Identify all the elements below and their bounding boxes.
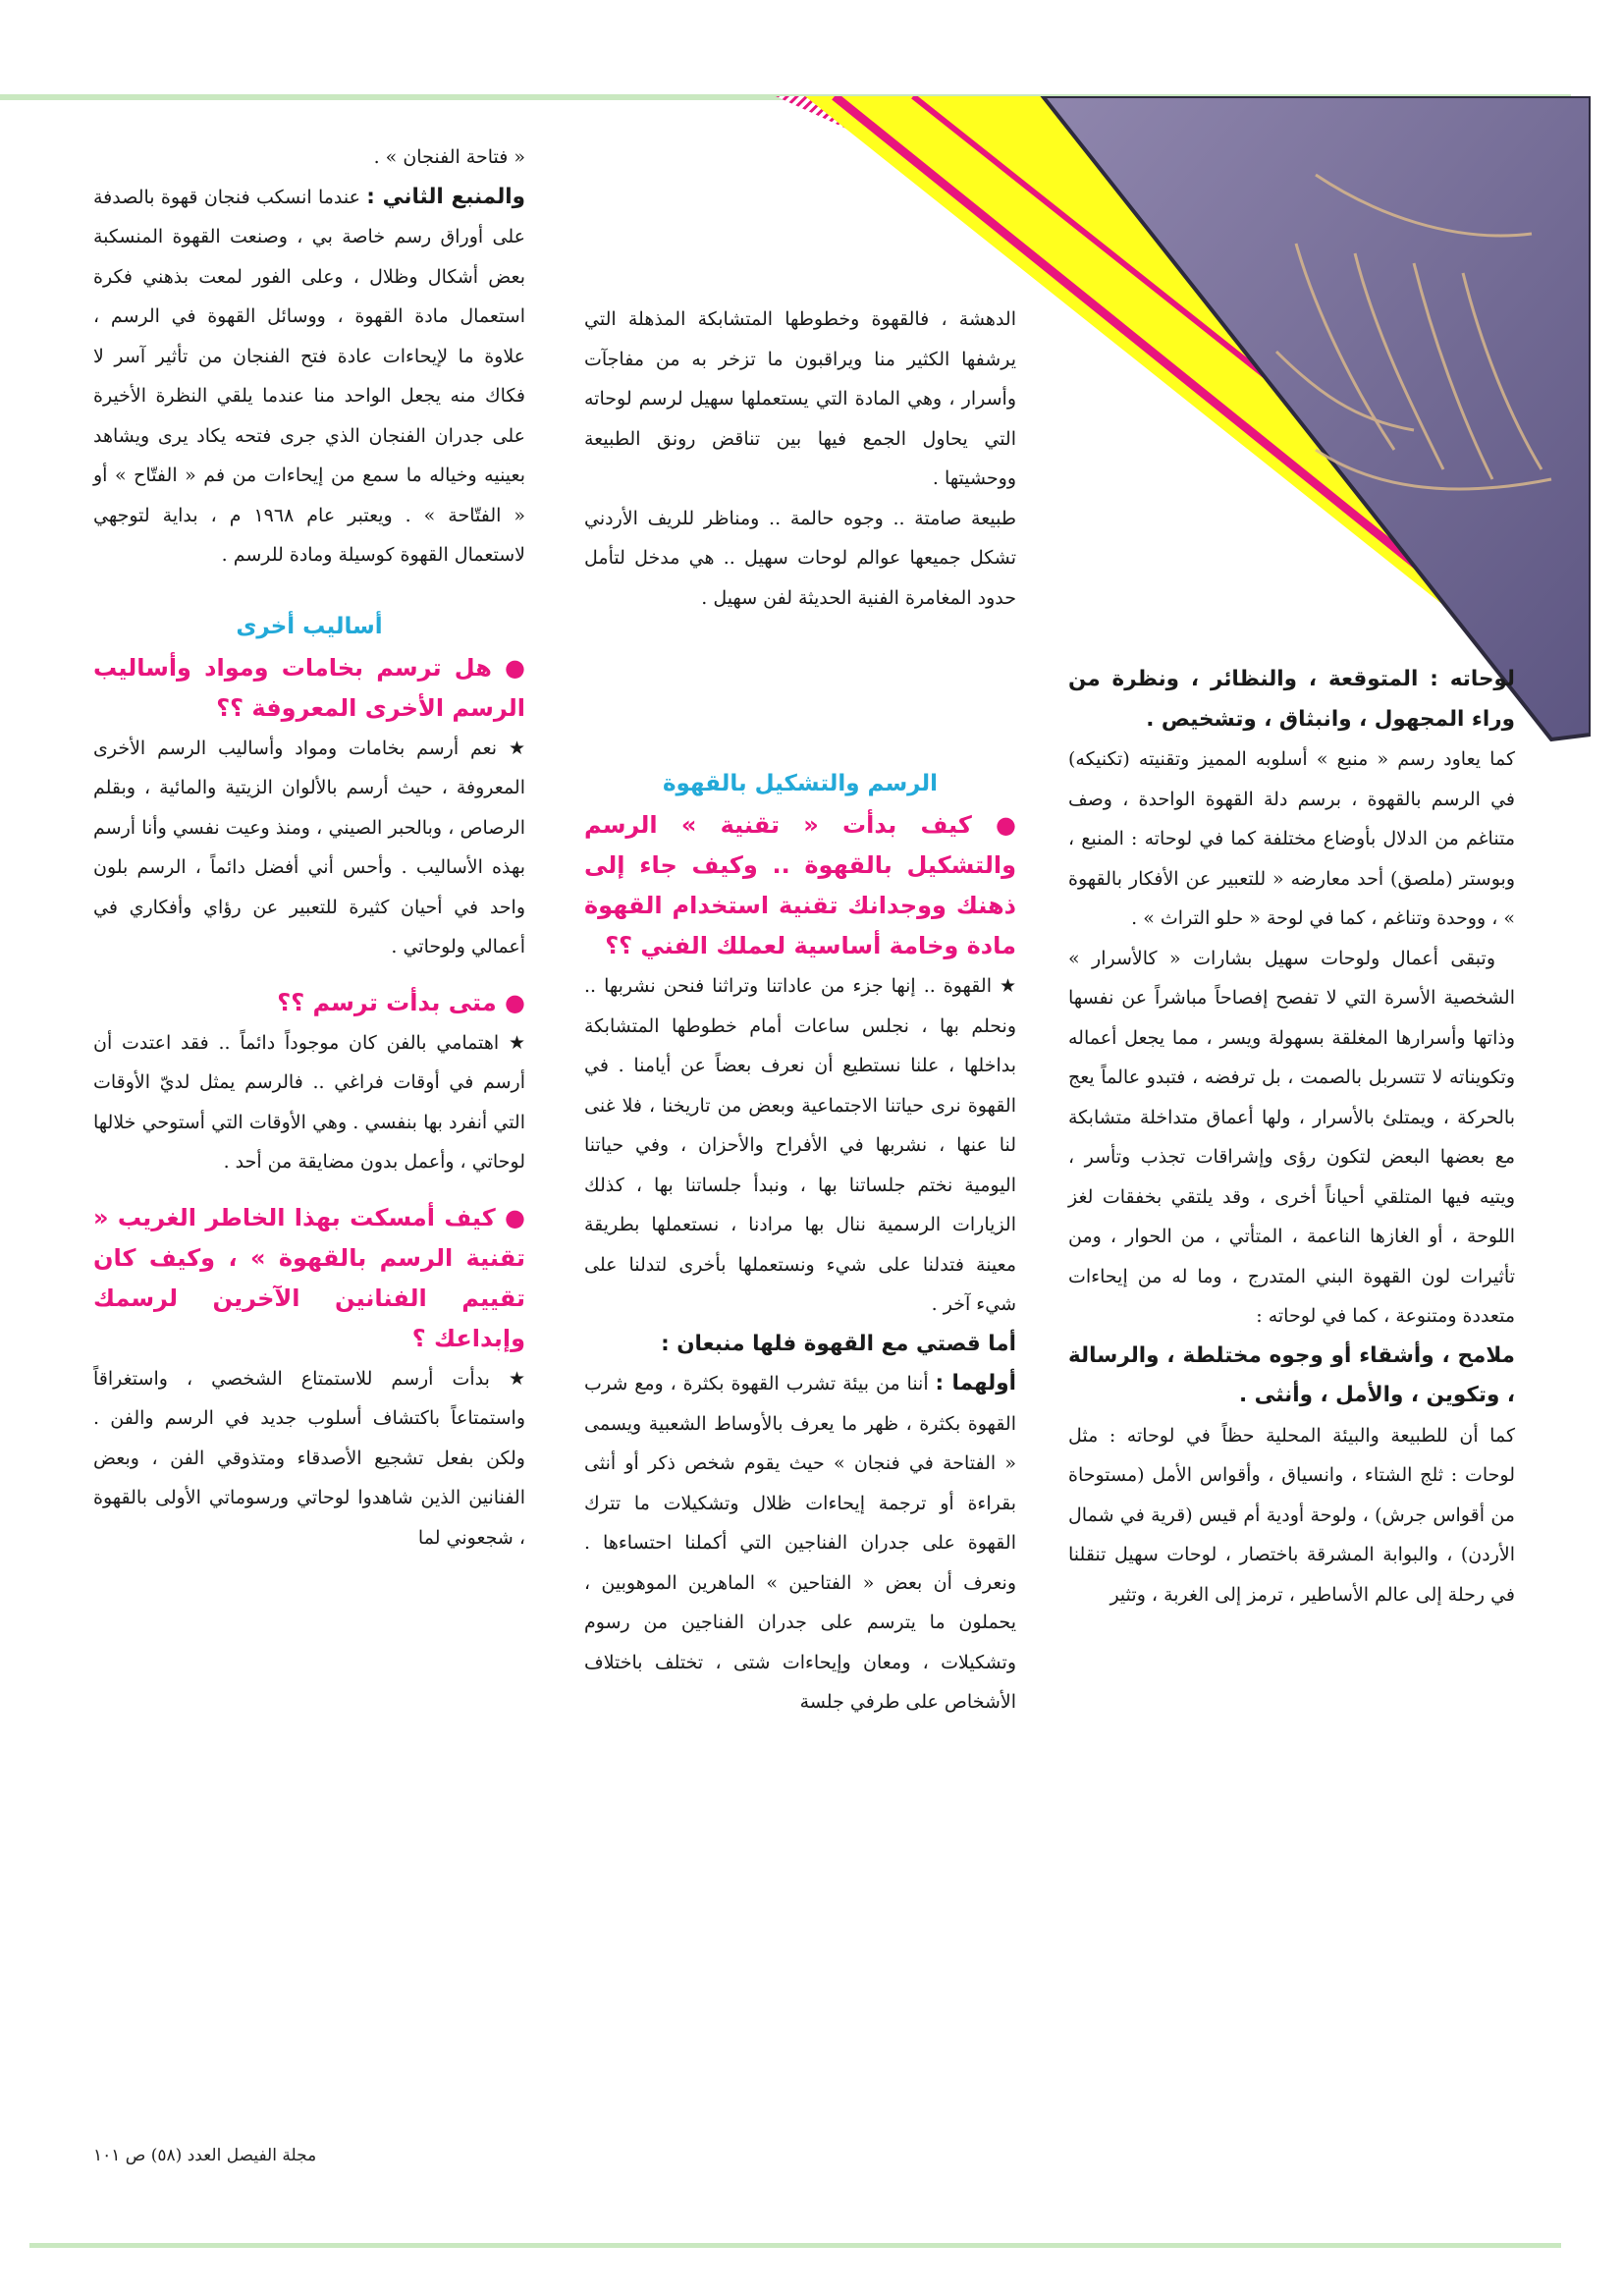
page-footer-credit: مجلة الفيصل العدد (٥٨) ص ١٠١ [93,2146,317,2165]
interview-question: ● متى بدأت ترسم ؟؟ [277,988,525,1016]
interview-answer: ★ بدأت أرسم للاستمتاع الشخصي ، واستغراقاً واستمتاعاً باكتشاف أسلوب جديد في الرسم والفن . ولكن بفعل تشجيع الأصدقاء ومتذوقي الفن ، وبعض الفنانين الذين شاهدوا لوحاتي ورسوماتي الأولى بالقهوة ، شجعوني لما [93,1367,525,1549]
middle-column [584,762,1016,1722]
paragraph [93,178,525,575]
interview-answer: ★ نعم أرسم بخامات ومواد وأساليب الرسم الأخرى المعروفة ، حيث أرسم بالألوان الزيتية والمائية ، وبقلم الرصاص ، وبالحبر الصيني ، ومنذ وعيت نفسي وأنا أرسم بهذه الأساليب . وأحس أني أفضل دائماً ، الرسم بلون واحد في أحيان كثيرة للتعبير عن رؤاي وأفكاري في أعمالي ولوحاتي . [93,737,525,957]
paragraph: كما أن للطبيعة والبيئة المحلية حظاً في لوحاته : مثل لوحات : ثلج الشتاء ، وانسياق ، وأقواس الأمل (مستوحاة من أقواس جرش) ، ولوحة أودية أم قيس (قرية في شمال الأردن) ، والبوابة المشرقة باختصار ، لوحات سهيل تنقلنا في رحلة إلى عالم الأساطير ، ترمز إلى الغربة ، وتثير [1068,1424,1515,1606]
paragraph [584,1364,1016,1722]
interview-question: ● كيف أمسكت بهذا الخاطر الغريب « تقنية الرسم بالقهوة » ، وكيف كان تقييم الفنانين الآخرين لرسمك وإبداعك ؟ [93,1203,525,1352]
section-title: أساليب أخرى [236,613,383,639]
left-column [93,137,525,1558]
inline-label: والمنبع الثاني : [366,184,525,209]
interview-answer: ★ اهتمامي بالفن كان موجوداً دائماً .. فقد اعتدت أن أرسم في أوقات فراغي .. فالرسم يمثل لديّ الأوقات التي أنفرد بها بنفسي . وهي الأوقات التي أستوحي خلالها لوحاتي ، وأعمل بدون مضايقة من أحد . [93,1031,525,1173]
spacer [93,575,525,605]
inline-label: أولهما : [935,1371,1016,1395]
spacer [93,967,525,983]
paragraph: كما يعاود رسم « منبع » أسلوبه المميز وتقنيته (تكنيكه) في الرسم بالقهوة ، برسم دلة القهوة الواحدة ، وصف متناغم من الدلال بأوضاع مختلفة كما في لوحاته : المنبع ، وبوستر (ملصق) أحد معارضه « للتعبير عن الأفكار بالقهوة » ، ووحدة وتناغم ، كما في لوحة « حلو التراث » . [1068,748,1515,929]
paragraph: وتبقى أعمال ولوحات سهيل بشارات « كالأسرار » الشخصية الأسرة التي لا تفصح إفصاحاً مباشراً عن نفسها وذاتها وأسرارها المغلقة بسهولة ويسر ، مما يجعل أعماله وتكويناته لا تتسربل بالصمت ، بل ترفضه ، فتبدو عالماً يعج بالحركة ، ويمتلئ بالأسرار ، ولها أعماق متداخلة متشابكة مع بعضها البعض لتكون رؤى وإشراقات تجذب وتأسر ، ويتيه فيها المتلقي أحياناً أخرى ، وقد يلتقي بخفقات لغز اللوحة ، أو الغازها الناعمة ، المتأتي ، من الحوار ، ومن تأثيرات لون القهوة البني المتدرج ، وما له من إيحاءات متعددة ومتنوعة ، كما في لوحاته : [1068,947,1515,1327]
middle-column-top [584,300,1016,618]
bottom-scan-edge [29,2243,1561,2248]
interview-question: ● كيف بدأت « تقنية » الرسم والتشكيل بالقهوة .. وكيف جاء إلى ذهنك ووجدانك تقنية استخدام القهوة مادة وخامة أساسية لعملك الفني ؟؟ [584,811,1016,959]
section-title: الرسم والتشكيل بالقهوة [662,771,939,796]
paragraph: « فتاحة الفنجان » . [373,146,525,168]
interview-answer: ★ القهوة .. إنها جزء من عاداتنا وتراثنا فنحن نشربها .. ونحلم بها ، نجلس ساعات أمام خطوطها المتشابكة بداخلها ، علنا نستطيع أن نعرف بعضاً عن أيامنا . في القهوة نرى حياتنا الاجتماعية وبعض من تاريخنا ، فلا غنى لنا عنها ، نشربها في الأفراح والأحزان ، وفي حياتنا اليومية نختم جلساتنا بها ، ونبدأ جلساتنا بها ، كذلك الزيارات الرسمية ننال بها مرادنا ، نستعملها بطريقة معينة فتدلنا على شيء ونستعملها بأخرى لتدلنا على شيء آخر . [584,975,1016,1315]
spacer [93,1182,525,1198]
painting-names-lead: لوحاته : المتوقعة ، والنظائر ، ونظرة من وراء المجهول ، وانبثاق ، وتشخيص . [1068,667,1515,732]
paragraph: طبيعة صامتة .. وجوه حالمة .. ومناظر للريف الأردني تشكل جميعها عوالم لوحات سهيل .. هي مدخل لتأمل حدود المغامرة الفنية الحديثة لفن سهيل . [584,507,1016,609]
painting-names-list: ملامح ، وأشقاء أو وجوه مختلطة ، والرسالة ، وتكوين ، والأمل ، وأنثى . [1068,1342,1515,1407]
subheading: أما قصتي مع القهوة فلها منبعان : [661,1331,1016,1356]
painting-canvas [1043,96,1591,739]
right-column [1068,660,1515,1614]
paragraph-text: عندما انسكب فنجان قهوة بالصدفة على أوراق رسم خاصة بي ، وصنعت القهوة المنسكبة بعض أشكال وظلال ، وعلى الفور لمعت بذهني فكرة استعمال مادة القهوة ، ووسائل القهوة في الرسم ، علاوة ما لإيحاءات عادة فتح الفنجان من تأثير آسر لا فكاك منه يجعل الواحد منا عندما يلقي النظرة الأخيرة على جدران الفنجان الذي جرى فتحه يكاد يرى ويشاهد بعينيه وخياله ما سمع من إيحاءات من فم « الفتّاح » أو « الفتّاحة » . ويعتبر عام ١٩٦٨ م ، بداية لتوجهي لاستعمال القهوة كوسيلة ومادة للرسم . [93,186,525,566]
interview-question: ● هل ترسم بخامات ومواد وأساليب الرسم الأخرى المعروفة ؟؟ [93,653,525,722]
paragraph-text: أننا من بيئة تشرب القهوة بكثرة ، ومع شرب القهوة بكثرة ، ظهر ما يعرف بالأوساط الشعبية ويسمى « الفتاحة في فنجان » حيث يقوم شخص ذكر أو أنثى بقراءة أو ترجمة إيحاءات ظلال وتشكيلات ما تترك القهوة على جدران الفناجين التي أكملنا احتساءها . ونعرف أن بعض « الفتاحين » الماهرين الموهوبين ، يحملون ما يترسم على جدران الفناجين من رسوم وتشكيلات ، ومعان وإيحاءات شتى ، تختلف باختلاف الأشخاص على طرفي جلسة [584,1373,1016,1713]
paragraph: الدهشة ، فالقهوة وخطوطها المتشابكة المذهلة التي يرشفها الكثير منا ويراقبون ما تزخر به من مفاجآت وأسرار ، وهي المادة التي يستعملها سهيل لرسم لوحاته التي يحاول الجمع فيها بين تناقض رونق الطبيعة ووحشيتها . [584,308,1017,489]
